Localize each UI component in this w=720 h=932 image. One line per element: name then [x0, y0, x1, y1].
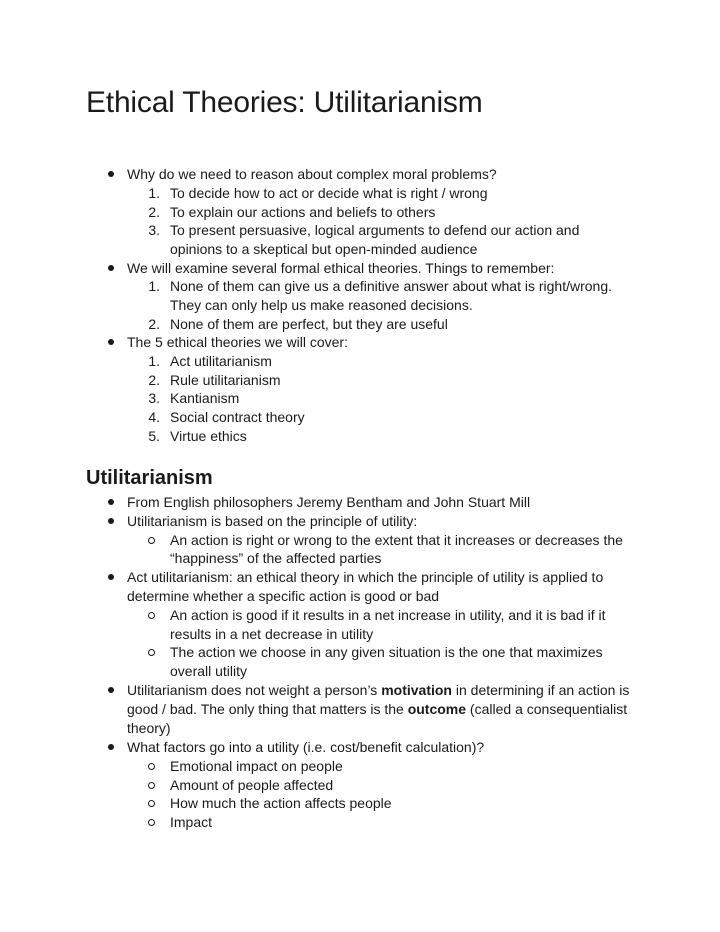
list-item: Rule utilitarianism	[170, 372, 281, 388]
list-item: Virtue ethics	[170, 428, 247, 444]
intro-bullet-2: We will examine several formal ethical theories. Things to remember:	[127, 260, 555, 276]
sub-bullet-icon	[148, 819, 155, 826]
list-item: To decide how to act or decide what is right / wrong	[170, 185, 488, 201]
text-run: good / bad. The only thing that matters is the	[127, 701, 408, 717]
sub-bullet: Amount of people affected	[170, 777, 334, 793]
bullet-icon	[108, 687, 114, 693]
section-bullet-3-continuation: determine whether a specific action is good or bad	[127, 588, 440, 604]
sub-bullet: An action is good if it results in a net increase in utility, and it is bad if it	[170, 607, 606, 623]
list-item: To present persuasive, logical arguments to defend our action and	[170, 222, 580, 238]
sub-bullet-icon	[148, 782, 155, 789]
sub-bullet-icon	[148, 763, 155, 770]
intro-bullet-1: Why do we need to reason about complex moral problems?	[127, 166, 497, 182]
list-number: 1.	[148, 278, 160, 294]
page-title: Ethical Theories: Utilitarianism	[86, 86, 483, 119]
bullet-icon	[108, 339, 114, 345]
bullet-icon	[108, 265, 114, 271]
section-bullet-4-continuation	[127, 700, 627, 719]
sub-bullet: An action is right or wrong to the extent that it increases or decreases the	[170, 532, 623, 548]
sub-bullet-continuation: results in a net decrease in utility	[170, 626, 374, 642]
list-item: Act utilitarianism	[170, 353, 272, 369]
list-item-continuation: opinions to a skeptical but open-minded audience	[170, 241, 478, 257]
sub-bullet-icon	[148, 649, 155, 656]
list-number: 2.	[148, 316, 160, 332]
list-number: 2.	[148, 204, 160, 220]
list-item: Kantianism	[170, 390, 240, 406]
sub-bullet-continuation: “happiness” of the affected parties	[170, 550, 382, 566]
sub-bullet: Impact	[170, 814, 213, 830]
list-item: None of them can give us a definitive answer about what is right/wrong.	[170, 278, 613, 294]
list-item: None of them are perfect, but they are useful	[170, 316, 448, 332]
list-number: 1.	[148, 185, 160, 201]
bold-motivation: motivation	[381, 682, 452, 698]
list-number: 2.	[148, 372, 160, 388]
bullet-icon	[108, 499, 114, 505]
bullet-icon	[108, 574, 114, 580]
list-number: 5.	[148, 428, 160, 444]
sub-bullet-icon	[148, 537, 155, 544]
sub-bullet: Emotional impact on people	[170, 758, 343, 774]
text-run: Utilitarianism does not weight a person’s	[127, 682, 382, 698]
section-bullet-2: Utilitarianism is based on the principle of utility:	[127, 513, 418, 529]
text-run: in determining if an action is	[451, 682, 630, 698]
bold-outcome: outcome	[407, 701, 467, 717]
section-bullet-4-continuation: theory)	[127, 720, 171, 736]
sub-bullet-icon	[148, 612, 155, 619]
list-number: 3.	[148, 222, 160, 238]
sub-bullet-icon	[148, 800, 155, 807]
intro-bullet-3: The 5 ethical theories we will cover:	[127, 334, 348, 350]
list-item: Social contract theory	[170, 409, 305, 425]
bullet-icon	[108, 744, 114, 750]
list-item-continuation: They can only help us make reasoned decisions.	[170, 297, 473, 313]
section-bullet-1: From English philosophers Jeremy Bentham and John Stuart Mill	[127, 494, 531, 510]
bullet-icon	[108, 518, 114, 524]
list-number: 1.	[148, 353, 160, 369]
section-bullet-4	[127, 681, 629, 700]
bullet-icon	[108, 171, 114, 177]
sub-bullet: The action we choose in any given situation is the one that maximizes	[170, 644, 603, 660]
text-run: (called a consequentialist	[466, 701, 628, 717]
list-item: To explain our actions and beliefs to others	[170, 204, 436, 220]
section-heading: Utilitarianism	[86, 467, 213, 489]
section-bullet-5: What factors go into a utility (i.e. cost/benefit calculation)?	[127, 739, 485, 755]
sub-bullet: How much the action affects people	[170, 795, 392, 811]
section-bullet-3: Act utilitarianism: an ethical theory in which the principle of utility is applied to	[127, 569, 604, 585]
list-number: 3.	[148, 390, 160, 406]
sub-bullet-continuation: overall utility	[170, 663, 248, 679]
list-number: 4.	[148, 409, 160, 425]
